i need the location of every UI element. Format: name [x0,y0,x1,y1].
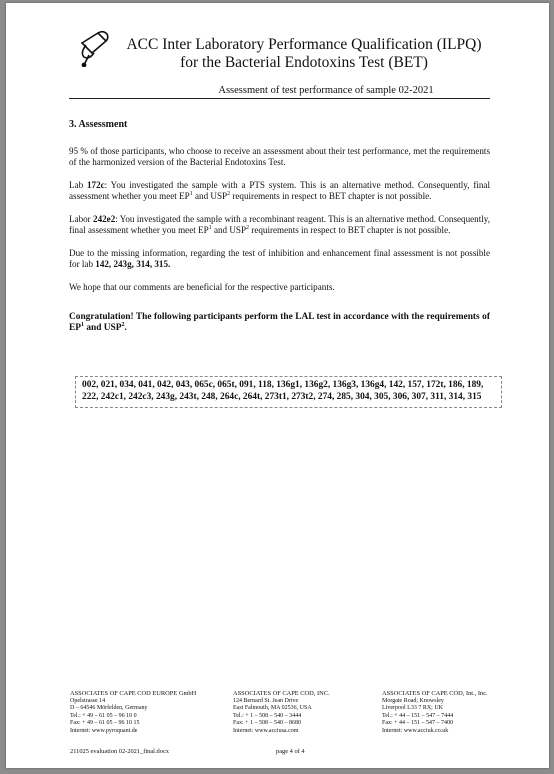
footer-street: Opelstrasse 14 [70,697,106,704]
footer-address-usa [233,690,330,735]
footnote-ref-1: 1 [189,190,193,197]
company-logo-icon [76,27,112,67]
footer-company-name: ASSOCIATES OF CAPE COD EUROPE GmbH [70,690,197,697]
paragraph-closing: We hope that our comments are beneficial for the respective participants. [69,282,335,292]
footer-company-name: ASSOCIATES OF CAPE COD, Int., Inc. [382,690,488,697]
footer-address-uk [382,690,488,735]
section-heading: 3. Assessment [69,119,128,130]
footer-phone: Tel.: + 44 – 151 – 547 – 7444 [382,712,454,719]
congrats-text1: Congratulation! The following participants perform the LAL test in accordance with the requirements of EP [69,312,490,333]
para4-text: Due to the missing information, regarding the test of inhibition and enhancement final assessment is not possible for lab [69,248,490,269]
para2-prefix: Lab [69,180,87,190]
footer-address-europe [70,690,196,735]
footer-company-name: ASSOCIATES OF CAPE COD, INC. [233,690,330,697]
para3-text3: requirements in respect to BET chapter is not possible. [249,225,451,235]
para2-text1: : You investigated the sample with a PTS system. This is an alternative method. Consequently, final assessment whether you meet EP [69,180,490,201]
document-subtitle: Assessment of test performance of sample 02-2021 [218,85,434,96]
footnote-ref-2: 2 [121,321,125,328]
congratulation-statement [69,312,490,334]
title-line-2: for the Bacterial Endotoxins Test (BET) [180,54,428,71]
footer-city: D – 64546 Mörfelden, Germany [70,705,148,711]
participants-list: 002, 021, 034, 041, 042, 043, 065c, 065t, 091, 118, 136g1, 136g2, 136g3, 136g4, 142, 157, 172t, 186, 189, 222, 242c1, 242c3, 243g, 243t, 248, 264c, 264t, 273t1, 273t2, 274, 285, 304, 305, 306, 307, 311, 314, 315 [82,380,484,402]
footer-phone: Tel.: + 49 – 61 05 – 96 10 0 [70,712,137,719]
footer-website: Internet: www.acciusa.com [233,727,299,734]
document-body [69,119,490,346]
footnote-ref-2: 2 [227,190,231,197]
lab-id-242e2: 242e2 [93,214,116,224]
footer-fax: Fax: + 49 – 61 05 – 96 10 15 [70,720,140,726]
missing-info-labs: 142, 243g, 314, 315. [95,259,171,269]
para2-text3: requirements in respect to BET chapter is not possible. [230,191,432,201]
para3-text2: and USP [211,225,247,235]
page-number: page 4 of 4 [276,748,305,755]
footer-fax: Fax: + 1 – 508 – 540 – 8680 [233,720,302,726]
footer-city: Liverpool L33 7 RX; UK [382,705,443,711]
document-page [6,3,549,768]
footer-city: East Falmouth, MA 02536, USA [233,705,312,711]
document-filename: 211025 evaluation 02-2021_final.docx [70,748,169,755]
footer-phone: Tel.: + 1 – 508 – 540 – 3444 [233,712,302,719]
footnote-ref-2: 2 [246,224,250,231]
footer-street: 124 Bernard St. Jean Drive [233,697,299,704]
para3-prefix: Labor [69,214,94,224]
header-divider [69,98,490,99]
footer-fax: Fax: + 44 – 151 – 547 – 7400 [382,720,454,726]
footer-website: Internet: www.acciuk.co.uk [382,727,449,734]
para3-text1: : You investigated the sample with a recombinant reagent. This is an alternative method. Consequently, final assessment whether you meet EP [69,214,490,235]
footnote-ref-1: 1 [80,321,84,328]
footer-website: Internet: www.pyroquant.de [70,727,138,734]
para2-text2: and USP [192,191,228,201]
title-line-1: ACC Inter Laboratory Performance Qualification (ILPQ) [126,36,482,53]
congrats-text2: and USP [83,323,122,333]
paragraph-lab-242e2 [69,214,490,236]
paragraph-lab-172c [69,180,490,202]
document-title [124,36,484,72]
lab-id-172c: 172c [86,180,105,190]
paragraph-summary: 95 % of those participants, who choose to receive an assessment about their test performance, met the requirements of the harmonized version of the Bacterial Endotoxins Test. [69,146,490,167]
footer-street: Morgate Road; Knowsley [382,697,444,704]
participants-box [75,376,502,408]
paragraph-missing-info [69,248,490,270]
congrats-text3: . [124,323,127,333]
footnote-ref-1: 1 [208,224,212,231]
